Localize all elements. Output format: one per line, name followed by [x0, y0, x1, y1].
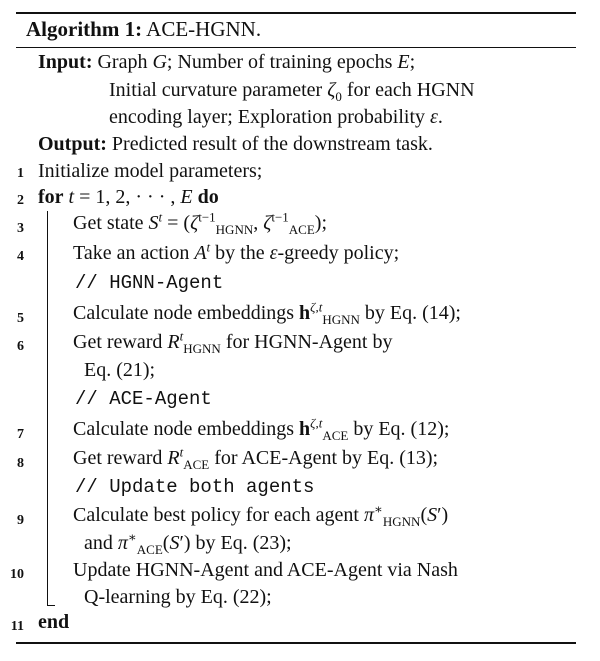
line-number: 3	[17, 221, 24, 236]
comment-hgnn-agent: // HGNN-Agent	[75, 272, 224, 294]
bottom-rule	[16, 642, 576, 644]
output-text: Predicted result of the downstream task.	[111, 133, 433, 155]
line-number: 4	[17, 249, 24, 264]
step-2-for: for t = 1, 2, · · · , E do	[38, 186, 219, 208]
step-10-line-1: Update HGNN-Agent and ACE-Agent via Nash	[73, 559, 458, 581]
line-number: 2	[17, 193, 24, 208]
comment-update-agents: // Update both agents	[75, 476, 315, 498]
input-line-1: Input: Graph G; Number of training epochs E;	[38, 51, 416, 73]
line-number: 5	[17, 311, 24, 326]
algorithm-label: Algorithm 1:	[26, 17, 143, 41]
loop-bar-end	[47, 605, 55, 606]
top-rule	[16, 12, 576, 14]
line-number: 6	[17, 339, 24, 354]
step-9-line-2: and $\pi^∗_{ACE}(S')$ by Eq. (23);	[84, 529, 292, 557]
title-rule	[16, 47, 576, 48]
line-number: 8	[17, 456, 24, 471]
line-number: 10	[10, 567, 24, 582]
step-1: Initialize model parameters;	[38, 160, 263, 182]
step-11-end: end	[38, 611, 70, 633]
step-9-line-1: Calculate best policy for each agent $\pi^∗_{HGNN}(S')$	[73, 501, 449, 529]
line-number: 1	[17, 166, 24, 181]
step-6-line-1: Get reward $R^t_{HGNN}$ for HGNN-Agent by	[73, 328, 393, 356]
input-line-2: Initial curvature parameter $\zeta_0$ for each HGNN	[109, 79, 475, 104]
comment-ace-agent: // ACE-Agent	[75, 388, 212, 410]
loop-bar	[47, 211, 48, 606]
step-10-line-2: Q-learning by Eq. (22);	[84, 586, 272, 608]
output-keyword: Output:	[38, 133, 107, 155]
input-line-3: encoding layer; Exploration probability ε.	[109, 106, 443, 128]
step-5: Calculate node embeddings $h^{\zeta,t}_{HGNN}$ by Eq. (14);	[73, 299, 461, 327]
line-number: 9	[17, 513, 24, 528]
input-keyword: Input:	[38, 51, 93, 73]
algorithm-title	[26, 17, 261, 42]
output-line	[38, 133, 433, 156]
line-number: 7	[17, 427, 24, 442]
algorithm-name: ACE-HGNN.	[146, 17, 262, 41]
step-8: Get reward $R^t_{ACE}$ for ACE-Agent by Eq. (13);	[73, 444, 439, 472]
step-4: Take an action $A^t$ by the ε-greedy policy;	[73, 239, 400, 264]
step-6-line-2: Eq. (21);	[84, 359, 156, 381]
step-3: Get state $S^t = (\zeta^{t-1}_{HGNN}$, $\zeta^{t-1}_{ACE}$);	[73, 209, 328, 237]
line-number: 11	[10, 619, 24, 634]
step-7: Calculate node embeddings $h^{\zeta,t}_{ACE}$ by Eq. (12);	[73, 415, 450, 443]
